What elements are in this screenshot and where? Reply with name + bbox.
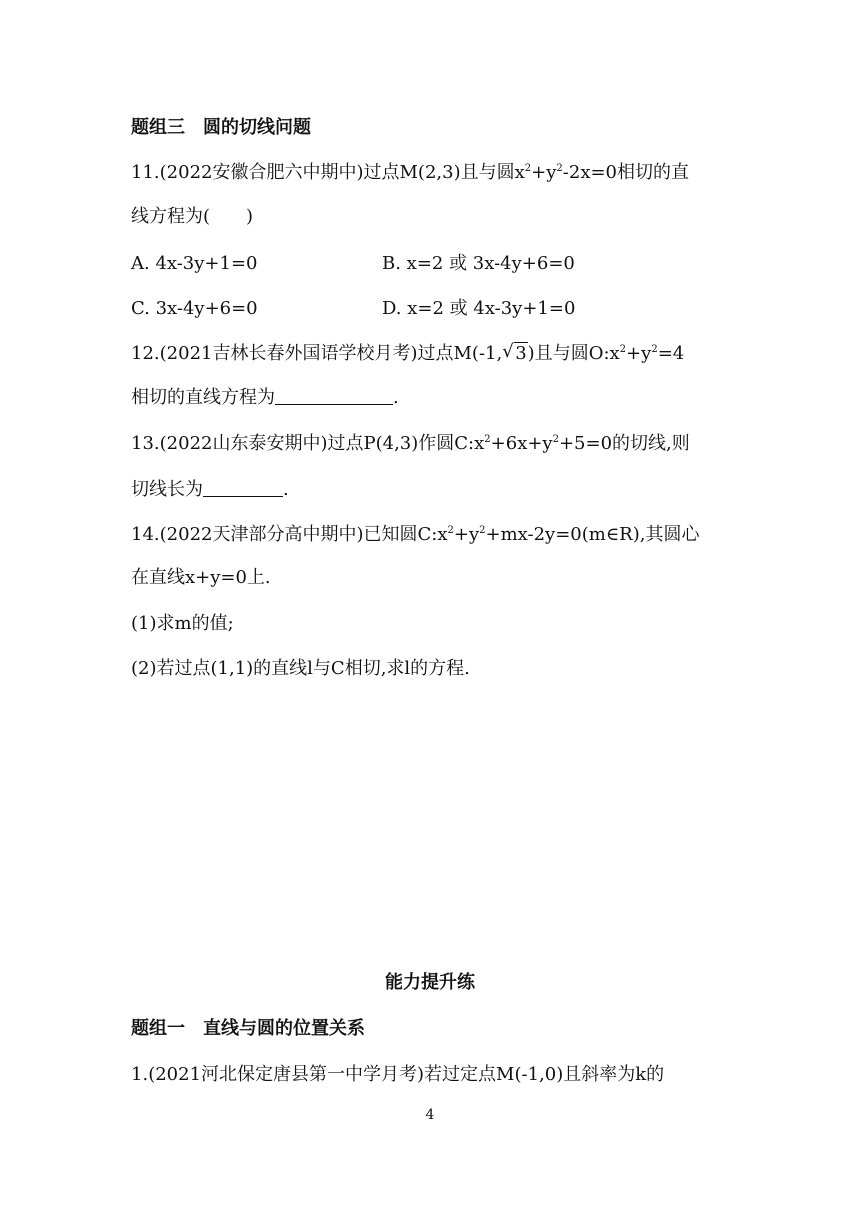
exponent: 2 [479,525,486,536]
question-stem: +6x+y [490,433,553,454]
question-stem: )且与圆O:x [527,343,620,364]
question-stem: +mx-2y=0(m∈R),其圆心 [485,524,700,545]
question-13-line-1 [131,432,690,456]
question-14-line-1 [131,523,699,547]
page-number: 4 [425,1107,435,1123]
option-c: C. 3x-4y+6=0 [131,298,258,319]
question-11-line-2: 线方程为( ) [131,206,254,227]
question-14-part-1: (1)求m的值; [131,613,234,634]
question-stem: +y [531,162,557,183]
radicand: 3 [515,343,527,364]
question-stem: -2x=0相切的直 [562,162,690,183]
exponent: 2 [484,434,491,445]
question-number: 12. [131,343,160,364]
answer-blank[interactable] [275,386,393,405]
question-number: 1. [131,1064,149,1085]
section-title-group1: 题组一 直线与圆的位置关系 [131,1018,365,1039]
question-stem: 过点M(2,3)且与圆x [363,162,525,183]
ability-question-1 [131,1063,664,1087]
question-stem: 过点M(-1, [417,343,503,364]
question-number: 14. [131,524,160,545]
radical-sign-icon: √ [502,341,514,362]
question-source: (2021河北保定唐县第一中学月考) [148,1064,425,1085]
question-14-line-2: 在直线x+y=0上. [131,567,271,588]
question-source: (2022天津部分高中期中) [159,524,364,545]
answer-blank[interactable] [203,478,283,497]
exponent: 2 [651,344,658,355]
exponent: 2 [619,344,627,355]
exponent: 2 [556,163,563,174]
question-number: 13. [131,433,160,454]
question-stem: 若过定点M(-1,0)且斜率为k的 [424,1064,665,1085]
question-source: (2022安徽合肥六中期中) [159,162,364,183]
square-root [502,342,527,366]
question-source: (2021吉林长春外国语学校月考) [159,343,418,364]
question-stem: 相切的直线方程为 [131,387,275,408]
question-stem: 已知圆C:x [363,524,448,545]
option-b: B. x=2 或 3x-4y+6=0 [382,253,575,274]
option-a: A. 4x-3y+1=0 [131,253,258,274]
question-stem: +y [453,524,480,545]
question-stem: +5=0的切线,则 [558,433,690,454]
question-12-line-1 [131,342,684,366]
question-13-line-2 [131,478,289,502]
question-stem: 切线长为 [131,479,203,500]
question-stem: =4 [657,343,685,364]
question-11-line-1 [131,161,689,185]
exponent: 2 [552,434,559,445]
option-d: D. x=2 或 4x-3y+1=0 [382,298,576,319]
question-stem: +y [626,343,652,364]
question-12-line-2 [131,386,399,410]
section-title-group3: 题组三 圆的切线问题 [131,117,311,138]
question-number: 11. [131,162,160,183]
period: . [393,387,399,408]
question-source: (2022山东泰安期中) [159,433,328,454]
period: . [283,479,289,500]
exponent: 2 [524,163,532,174]
question-stem: 过点P(4,3)作圆C:x [327,433,485,454]
question-14-part-2: (2)若过点(1,1)的直线l与C相切,求l的方程. [131,658,470,679]
ability-heading: 能力提升练 [385,972,475,993]
exponent: 2 [447,525,454,536]
